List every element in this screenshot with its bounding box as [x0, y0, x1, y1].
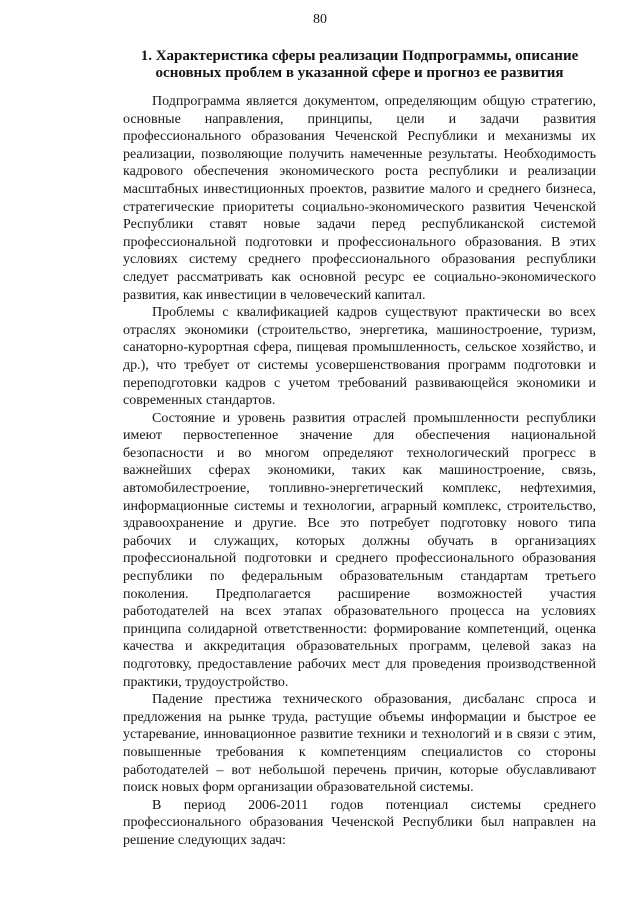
text-line: санаторно-курортная сфера, пищевая промышленность, сельское хозяйство, и — [123, 340, 596, 356]
text-line: отраслях экономики (строительство, энергетика, машиностроение, туризм, — [123, 322, 596, 338]
text-line: профессиональной подготовки и профессионального образования. В этих — [123, 234, 596, 250]
text-line: информационные системы и технологии, аграрный комплекс, строительство, — [123, 498, 596, 514]
text-line: качества и аккредитация образовательных программ, целевой заказ на — [123, 639, 596, 655]
text-line: профессионального образования Чеченской Республики и механизмы их — [123, 129, 596, 145]
text-line: поколения. Предполагается расширение возможностей участия — [123, 586, 596, 602]
text-line: принципа солидарной ответственности: формирование компетенций, оценка — [123, 621, 596, 637]
text-line: профессионального образования Чеченской Республики был направлен на — [123, 815, 596, 831]
heading-line: 1. Характеристика сферы реализации Подпрограммы, описание — [140, 48, 579, 64]
text-line: республики по федеральным образовательным стандартам третьего — [123, 569, 596, 585]
paragraph — [123, 304, 596, 410]
text-line: имеют первостепенное значение для обеспечения национальной — [123, 428, 596, 444]
text-line: Падение престижа технического образования, дисбаланс спроса и — [152, 692, 596, 708]
text-line: безопасности и во многом определяют технологический прогресс в — [123, 445, 596, 461]
text-line: стратегические приоритеты социально-экономического развития Чеченской — [123, 199, 596, 215]
text-line: подготовку, предоставление рабочих мест для проведения производственной — [123, 657, 596, 672]
text-line: автомобилестроение, топливно-энергетический комплекс, нефтехимия, — [123, 481, 596, 497]
text-line: практики, трудоустройство. — [123, 674, 289, 690]
text-line: условиях систему среднего профессионального образования республики — [123, 252, 596, 268]
text-line: повышенные требования к компетенциям специалистов со стороны — [123, 744, 596, 760]
text-line: здравоохранение и другие. Все это потребует подготовку нового типа — [123, 516, 596, 532]
text-line: развития, как инвестиции в человеческий капитал. — [123, 287, 426, 303]
text-line: переподготовки кадров с учетом требований развивающейся экономики и — [123, 375, 596, 391]
paragraph — [123, 410, 596, 692]
text-line: решение следующих задач: — [123, 832, 286, 848]
text-line: рабочих и служащих, которых должны обучать в организациях — [123, 533, 596, 549]
text-line: профессиональной подготовки и среднего профессионального образования — [123, 551, 596, 567]
paragraph — [123, 797, 596, 850]
text-line: предложения на рынке труда, растущие объемы информации и быстрое ее — [123, 709, 596, 725]
body-text — [123, 93, 596, 850]
text-line: В период 2006-2011 годов потенциал системы среднего — [152, 797, 596, 813]
text-line: реализации, позволяющие получить намеченные результаты. Необходимость — [123, 146, 596, 162]
text-line: устаревание, инновационное развитие техники и технологий и в связи с этим, — [123, 727, 596, 743]
section-heading — [123, 48, 596, 82]
text-line: Проблемы с квалификацией кадров существуют практически во всех — [152, 305, 596, 321]
text-line: важнейших сферах экономики, таких как машиностроение, связь, — [123, 463, 596, 479]
text-line: Состояние и уровень развития отраслей промышленности республики — [152, 410, 596, 426]
page-number: 80 — [313, 12, 327, 27]
text-line: современных стандартов. — [123, 393, 276, 409]
text-line: Подпрограмма является документом, определяющим общую стратегию, — [152, 94, 596, 109]
text-line: поиск новых форм организации образовательной системы. — [123, 780, 474, 796]
text-line: основные направления, принципы, цели и задачи развития — [123, 111, 596, 127]
paragraph — [123, 691, 596, 797]
heading-line: основных проблем в указанной сфере и прогноз ее развития — [155, 65, 564, 81]
text-line: кадрового обеспечения экономического роста республики и реализации — [123, 164, 596, 180]
text-line: работодателей – вот небольшой перечень причин, которые обуславливают — [123, 762, 596, 778]
text-line: др.), что требует от системы усовершенствования программ подготовки и — [123, 357, 596, 373]
text-line: Республики ставят новые задачи перед республиканской системой — [123, 217, 596, 233]
text-line: масштабных инвестиционных проектов, развитие малого и среднего бизнеса, — [123, 181, 596, 197]
text-line: следует рассматривать как основной ресурс ее социально-экономического — [123, 269, 596, 285]
paragraph — [123, 93, 596, 304]
text-line: работодателей на всех этапах образовательного процесса на условиях — [123, 604, 596, 620]
